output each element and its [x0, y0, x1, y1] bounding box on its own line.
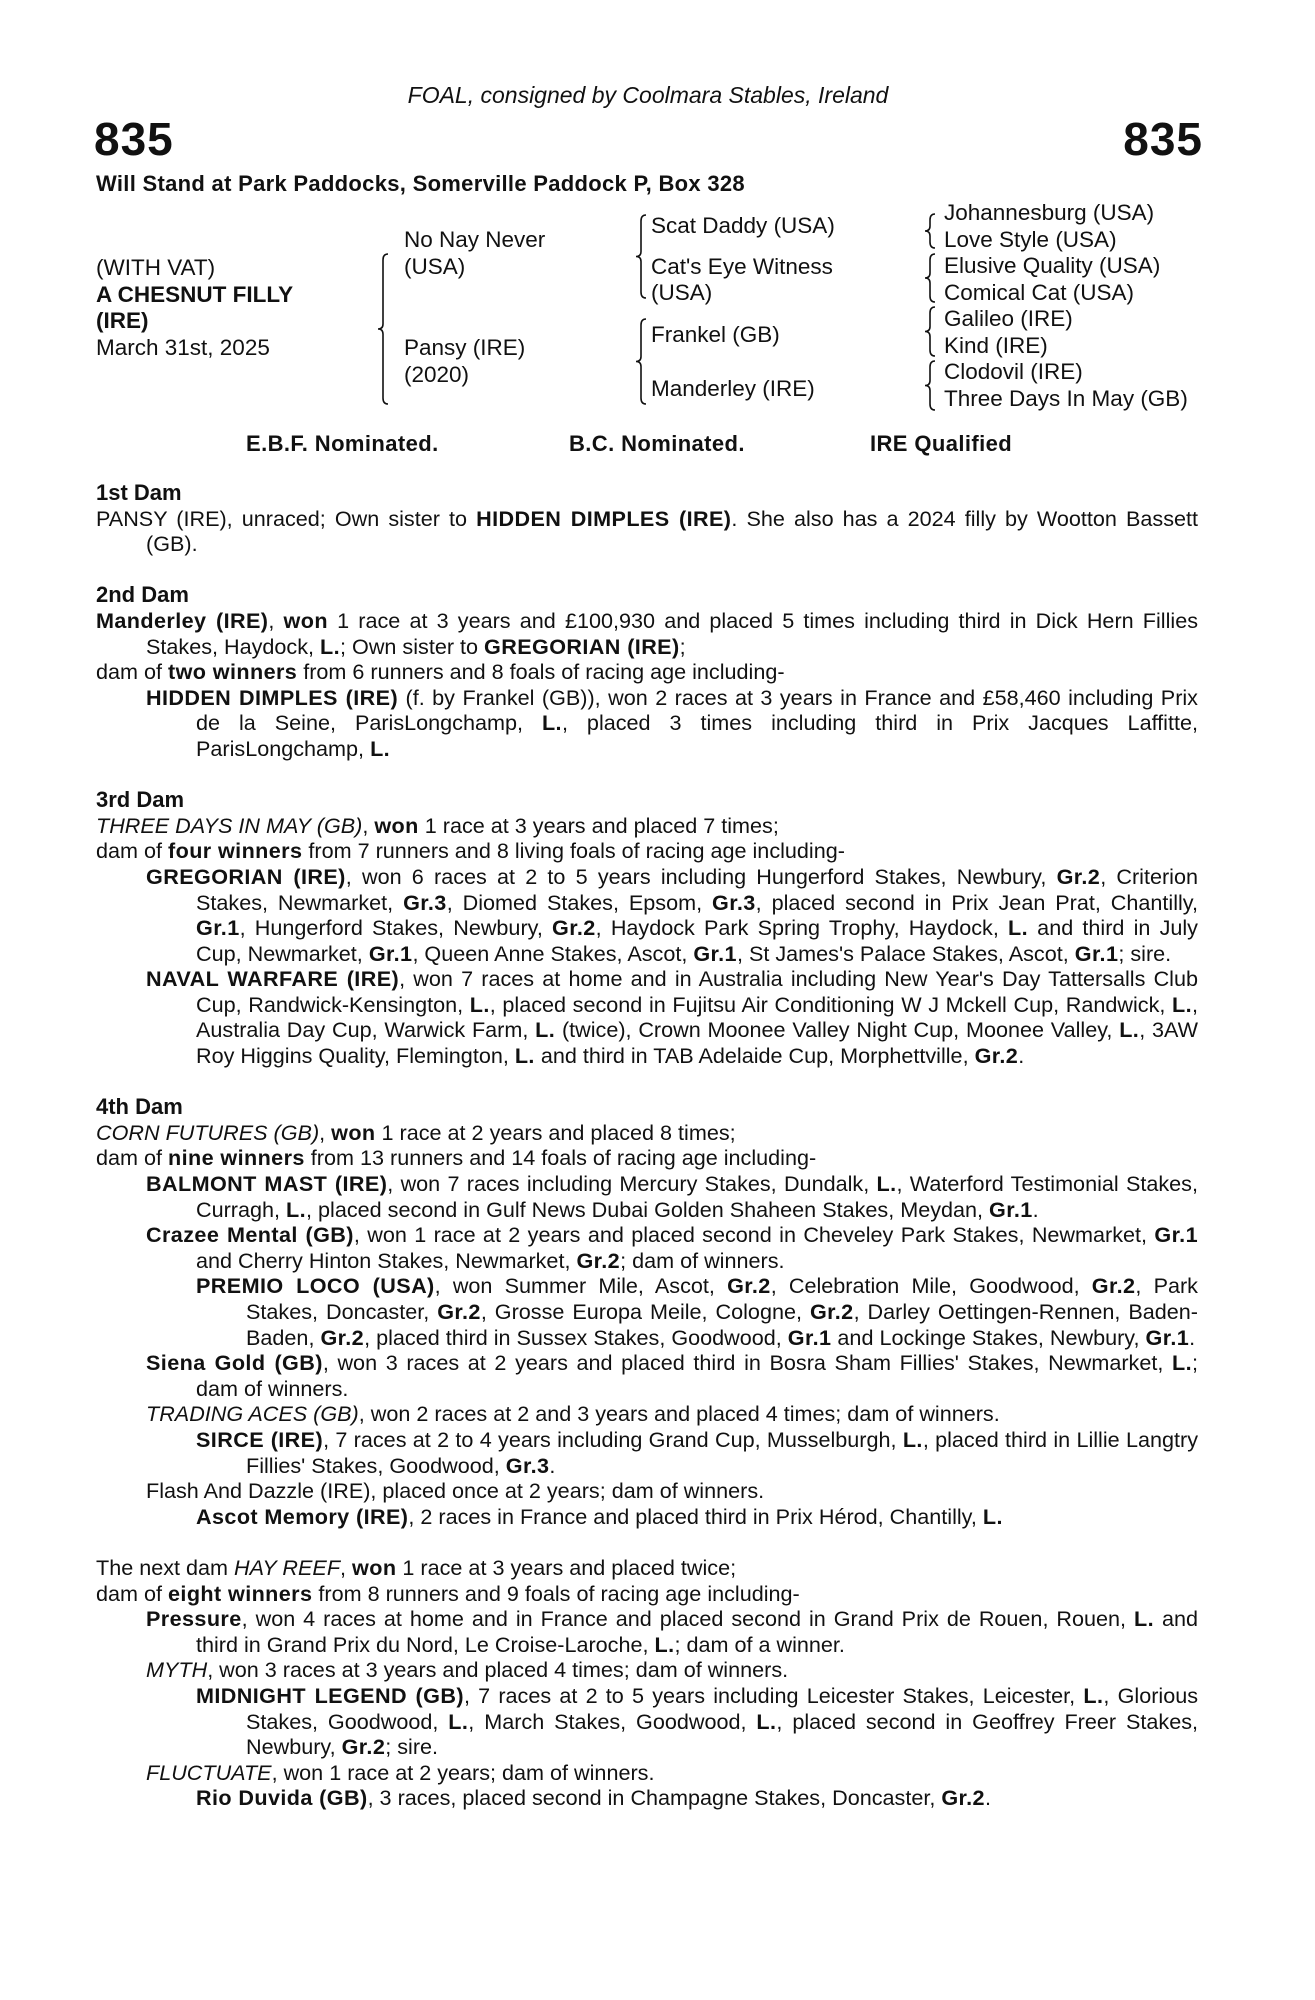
bold-text: Gr.2 — [552, 915, 596, 941]
section-heading: 4th Dam — [96, 1094, 183, 1120]
text: , Australia Day Cup, Warwick Farm, — [196, 991, 1199, 1043]
produce-entry — [96, 813, 1198, 839]
text: , won 2 races at 2 and 3 years and placed 4 times; dam of winners. — [358, 1401, 1000, 1427]
produce-entry — [96, 1120, 1198, 1146]
produce-entry — [96, 838, 1198, 864]
produce-entry — [96, 608, 1198, 659]
bold-text: L. — [1172, 1350, 1192, 1376]
produce-entry — [96, 1427, 1198, 1478]
bold-text: L. — [876, 1171, 897, 1197]
bold-text: Gr.1 — [1145, 1324, 1190, 1350]
produce-entry — [96, 1581, 1198, 1607]
foaling-date: March 31st, 2025 — [96, 334, 270, 360]
pedigree-sire — [404, 227, 545, 280]
italic-text: TRADING ACES (GB) — [146, 1401, 359, 1427]
bold-text: Gr.2 — [320, 1324, 365, 1350]
text: . She also has a 2024 filly by Wootton Bassett (GB). — [146, 505, 1199, 557]
subject-name: A CHESNUT FILLY — [96, 281, 294, 307]
produce-entry — [96, 1171, 1198, 1222]
bold-text: L. — [286, 1196, 307, 1222]
bold-text: Rio Duvida (GB) — [196, 1785, 368, 1811]
bold-text: Pressure — [146, 1606, 242, 1632]
bold-text: L. — [541, 710, 562, 736]
text: 1 race at 3 years and £100,930 and placed 5 times including third in Dick Hern Fillies Stakes, Haydock, — [146, 607, 1198, 659]
dam-section — [96, 787, 1198, 1069]
bold-text: NAVAL WARFARE (IRE) — [146, 966, 400, 992]
ggp: Clodovil (IRE) — [944, 359, 1083, 384]
text: , — [319, 1119, 332, 1145]
text: , March Stakes, Goodwood, — [468, 1708, 757, 1734]
text: , won 4 races at home and in France and placed second in Grand Prix de Rouen, Rouen, — [241, 1606, 1134, 1632]
produce-entry — [96, 1478, 1198, 1504]
curly-brace-icon — [925, 253, 935, 303]
text: , 3 races, placed second in Champagne Stakes, Doncaster, — [367, 1785, 942, 1811]
text: from 6 runners and 8 foals of racing age including- — [297, 659, 785, 685]
bold-text: L. — [902, 1426, 923, 1452]
grandsire-dam: Frankel (GB) — [651, 322, 780, 347]
bold-text: L. — [1172, 991, 1193, 1017]
text: , Park Stakes, Doncaster, — [246, 1273, 1198, 1324]
vat-label: (WITH VAT) — [96, 255, 216, 280]
text: , won 1 race at 2 years and placed second in Cheveley Park Stakes, Newmarket, — [353, 1222, 1155, 1248]
text: ; sire. — [1118, 940, 1172, 966]
produce-entry — [96, 1401, 1198, 1427]
dam-section — [96, 1094, 1198, 1529]
text: . — [1189, 1324, 1196, 1350]
text: , — [268, 607, 284, 633]
text: , won 6 races at 2 to 5 years including Hungerford Stakes, Newbury, — [345, 863, 1057, 889]
bold-text: Gr.2 — [1056, 863, 1101, 889]
bold-text: Gr.3 — [403, 889, 447, 915]
text: Flash And Dazzle (IRE), placed once at 2 years; dam of winners. — [146, 1478, 765, 1504]
produce-entry — [96, 1145, 1198, 1171]
dam-name: Pansy (IRE) — [404, 335, 526, 360]
bold-text: L. — [654, 1631, 675, 1657]
bold-text: two winners — [168, 659, 298, 685]
ggp: Elusive Quality (USA) — [944, 253, 1161, 278]
lot-number-right: 835 — [1123, 113, 1203, 165]
stand-location: Will Stand at Park Paddocks, Somerville Paddock P, Box 328 — [96, 171, 745, 196]
text: . — [1018, 1043, 1025, 1069]
text: ; sire. — [385, 1734, 439, 1760]
text: PANSY (IRE), unraced; Own sister to — [96, 505, 477, 531]
text: , St James's Palace Stakes, Ascot, — [736, 940, 1075, 966]
section-heading: 3rd Dam — [96, 787, 185, 813]
granddam-dam: Manderley (IRE) — [651, 376, 815, 401]
italic-text: FLUCTUATE — [146, 1759, 272, 1785]
ggp: Three Days In May (GB) — [944, 385, 1188, 411]
ebf-nomination: E.B.F. Nominated. — [246, 431, 439, 456]
bold-text: Gr.2 — [341, 1734, 386, 1760]
bold-text: L. — [320, 633, 341, 659]
dam-year: (2020) — [404, 361, 470, 387]
text: , 3AW Roy Higgins Quality, Flemington, — [196, 1017, 1198, 1069]
bold-text: Gr.2 — [1091, 1273, 1136, 1299]
produce-entry — [96, 1657, 1198, 1683]
text: , placed second in Gulf News Dubai Golden Shaheen Stakes, Meydan, — [306, 1196, 990, 1222]
text: , placed second in Prix Jean Prat, Chantilly, — [755, 889, 1198, 915]
text: ; dam of a winner. — [674, 1631, 845, 1657]
bold-text: Gr.2 — [576, 1247, 621, 1273]
text: , won 3 races at 3 years and placed 4 times; dam of winners. — [207, 1657, 789, 1683]
section-heading: 2nd Dam — [96, 582, 189, 608]
ire-qualified: IRE Qualified — [870, 431, 1013, 456]
produce-entry — [96, 1683, 1198, 1760]
bold-text: Gr.3 — [712, 889, 756, 915]
text: , won 3 races at 2 years and placed third in Bosra Sham Fillies' Stakes, Newmarket, — [322, 1350, 1172, 1376]
text: dam of — [96, 659, 169, 685]
ggp: Comical Cat (USA) — [944, 279, 1135, 305]
text: and third in July Cup, Newmarket, — [196, 915, 1198, 966]
bold-text: L. — [370, 735, 391, 761]
text: . — [549, 1452, 556, 1478]
bold-text: Siena Gold (GB) — [146, 1350, 323, 1376]
text: The next dam — [96, 1554, 235, 1580]
produce-entry — [96, 659, 1198, 685]
bold-text: Gr.1 — [1074, 940, 1119, 966]
dam-section — [96, 480, 1198, 557]
italic-text: HAY REEF — [234, 1554, 341, 1580]
text: , Waterford Testimonial Stakes, Curragh, — [196, 1171, 1198, 1222]
produce-entry — [96, 1785, 1198, 1811]
bold-text: Gr.1 — [693, 940, 737, 966]
bold-text: won — [374, 812, 419, 838]
text: , placed second in Geoffrey Freer Stakes, Newbury, — [246, 1708, 1199, 1760]
bold-text: won — [283, 607, 328, 633]
bold-text: four winners — [168, 838, 303, 864]
produce-entry — [96, 1222, 1198, 1273]
bold-text: Gr.1 — [368, 940, 413, 966]
bold-text: HIDDEN DIMPLES (IRE) — [146, 684, 399, 710]
bold-text: L. — [1008, 915, 1028, 941]
text: (twice), Crown Moonee Valley Night Cup, Moonee Valley, — [555, 1017, 1120, 1043]
text: , won 7 races at home and in Australia including New Year's Day Tattersalls Club Cup, Randwick-Kensington, — [196, 966, 1198, 1017]
bold-text: Ascot Memory (IRE) — [196, 1503, 409, 1529]
text: ; dam of winners. — [620, 1247, 785, 1273]
text: , — [362, 812, 375, 838]
text: . — [1032, 1196, 1039, 1222]
produce-entry — [96, 864, 1198, 966]
text: dam of — [96, 838, 169, 864]
catalogue-body — [96, 480, 1198, 1836]
text: , Celebration Mile, Goodwood, — [770, 1273, 1092, 1299]
pedigree-subject — [96, 255, 293, 361]
text: , won 7 races including Mercury Stakes, Dundalk, — [387, 1171, 877, 1197]
bold-text: GREGORIAN (IRE) — [146, 863, 346, 889]
text: dam of — [96, 1145, 169, 1171]
bold-text: Gr.1 — [787, 1324, 832, 1350]
bold-text: Gr.1 — [196, 915, 240, 941]
text: . — [984, 1785, 991, 1811]
sire-name: No Nay Never — [404, 227, 546, 252]
bc-nomination: B.C. Nominated. — [569, 431, 745, 456]
great-grandparents — [944, 200, 1188, 412]
dam-section — [96, 582, 1198, 761]
bold-text: L. — [1134, 1606, 1154, 1632]
dam-section — [96, 1555, 1198, 1811]
bold-text: BALMONT MAST (IRE) — [146, 1171, 388, 1197]
text: 1 race at 3 years and placed 7 times; — [418, 812, 779, 838]
bold-text: won — [331, 1119, 376, 1145]
text: ; dam of winners. — [196, 1350, 1198, 1401]
bold-text: Crazee Mental (GB) — [146, 1222, 354, 1248]
bold-text: PREMIO LOCO (USA) — [196, 1273, 435, 1299]
bold-text: Gr.2 — [974, 1043, 1019, 1069]
curly-brace-icon — [925, 213, 935, 249]
bold-text: eight winners — [168, 1580, 313, 1606]
bold-text: SIRCE (IRE) — [196, 1426, 324, 1452]
text: , 7 races at 2 to 5 years including Leicester Stakes, Leicester, — [463, 1682, 1084, 1708]
text: , Diomed Stakes, Epsom, — [446, 889, 713, 915]
ggp: Johannesburg (USA) — [944, 200, 1155, 225]
curly-brace-icon — [378, 253, 388, 405]
produce-entry — [96, 685, 1198, 762]
text: (f. by Frankel (GB)), won 2 races at 3 years in France and £58,460 including Prix de la Seine, ParisLongchamp, — [196, 684, 1198, 736]
text: , placed third in Sussex Stakes, Goodwood, — [364, 1324, 788, 1350]
ggp: Galileo (IRE) — [944, 306, 1073, 331]
pedigree-dam — [404, 335, 525, 388]
italic-text: CORN FUTURES (GB) — [96, 1119, 320, 1145]
text: , won Summer Mile, Ascot, — [434, 1273, 728, 1299]
bold-text: MIDNIGHT LEGEND (GB) — [196, 1682, 464, 1708]
consignor-line: FOAL, consigned by Coolmara Stables, Ireland — [407, 82, 889, 108]
text: , — [340, 1554, 353, 1580]
text: , 7 races at 2 to 4 years including Grand Cup, Musselburgh, — [323, 1426, 903, 1452]
text: and Cherry Hinton Stakes, Newmarket, — [196, 1247, 577, 1273]
bold-text: Manderley (IRE) — [96, 607, 269, 633]
produce-entry — [96, 1504, 1198, 1530]
produce-entry — [96, 1273, 1198, 1350]
granddam-sire: Cat's Eye Witness — [651, 254, 833, 279]
bold-text: Gr.1 — [1154, 1222, 1198, 1248]
text: and third in TAB Adelaide Cup, Morphettville, — [534, 1043, 975, 1069]
produce-entry — [96, 1350, 1198, 1401]
text: , won 1 race at 2 years; dam of winners. — [271, 1759, 655, 1785]
produce-entry — [96, 966, 1198, 1068]
produce-entry — [96, 1606, 1198, 1657]
curly-brace-icon — [925, 306, 935, 357]
bold-text: nine winners — [168, 1145, 305, 1171]
text: , Glorious Stakes, Goodwood, — [246, 1682, 1199, 1734]
bold-text: L. — [448, 1708, 469, 1734]
bold-text: Gr.2 — [809, 1299, 854, 1324]
section-heading: 1st Dam — [96, 480, 182, 505]
bold-text: Gr.1 — [989, 1196, 1033, 1222]
text: from 7 runners and 8 living foals of racing age including- — [302, 838, 845, 864]
bold-text: Gr.3 — [505, 1452, 550, 1478]
bold-text: Gr.2 — [727, 1273, 771, 1299]
bold-text: L. — [756, 1708, 777, 1734]
italic-text: MYTH — [146, 1657, 208, 1683]
text: , Queen Anne Stakes, Ascot, — [412, 940, 694, 966]
text: 1 race at 3 years and placed twice; — [396, 1554, 737, 1580]
text: , Haydock Park Spring Trophy, Haydock, — [595, 915, 1008, 941]
text: , Hungerford Stakes, Newbury, — [239, 915, 553, 941]
bold-text: Gr.2 — [941, 1785, 985, 1811]
curly-brace-icon — [636, 214, 646, 299]
ggp: Love Style (USA) — [944, 226, 1117, 252]
bold-text: L. — [1083, 1682, 1104, 1708]
curly-brace-icon — [925, 360, 935, 411]
text: ; — [679, 633, 686, 659]
lot-number-left: 835 — [94, 113, 174, 165]
text: from 13 runners and 14 foals of racing age including- — [304, 1145, 817, 1171]
text: and Lockinge Stakes, Newbury, — [831, 1324, 1146, 1350]
ggp: Kind (IRE) — [944, 332, 1048, 358]
bold-text: L. — [982, 1503, 1003, 1529]
text: , placed second in Fujitsu Air Conditioning W J Mckell Cup, Randwick, — [489, 991, 1173, 1017]
text: , 2 races in France and placed third in Prix Hérod, Chantilly, — [408, 1503, 983, 1529]
text: and third in Grand Prix du Nord, Le Croise-Laroche, — [196, 1606, 1198, 1657]
text: dam of — [96, 1580, 169, 1606]
text: , Grosse Europa Meile, Cologne, — [480, 1299, 810, 1324]
bold-text: L. — [514, 1043, 535, 1069]
text: , Darley Oettingen-Rennen, Baden-Baden, — [246, 1299, 1198, 1350]
produce-entry — [96, 1555, 1198, 1581]
text: , Criterion Stakes, Newmarket, — [196, 863, 1198, 915]
italic-text: THREE DAYS IN MAY (GB) — [96, 812, 363, 838]
bold-text: HIDDEN DIMPLES (IRE) — [476, 505, 732, 531]
sire-country: (USA) — [404, 253, 466, 279]
granddam-sire-country: (USA) — [651, 280, 713, 305]
text: 1 race at 2 years and placed 8 times; — [375, 1119, 736, 1145]
produce-entry — [96, 1760, 1198, 1786]
grandsire-sire: Scat Daddy (USA) — [651, 213, 835, 238]
text: ; Own sister to — [340, 633, 485, 659]
produce-entry — [96, 506, 1198, 557]
text: , placed third in Lillie Langtry Fillies' Stakes, Goodwood, — [246, 1426, 1198, 1478]
bold-text: L. — [535, 1017, 556, 1043]
bold-text: GREGORIAN (IRE) — [484, 633, 680, 659]
bold-text: L. — [1119, 1017, 1140, 1043]
curly-brace-icon — [636, 318, 646, 405]
text: , placed 3 times including third in Prix Jacques Laffitte, ParisLongchamp, — [196, 710, 1198, 761]
bold-text: L. — [469, 991, 490, 1017]
subject-name-country: (IRE) — [96, 308, 149, 333]
bold-text: won — [352, 1554, 397, 1580]
text: from 8 runners and 9 foals of racing age including- — [312, 1580, 800, 1606]
bold-text: Gr.2 — [437, 1299, 481, 1324]
